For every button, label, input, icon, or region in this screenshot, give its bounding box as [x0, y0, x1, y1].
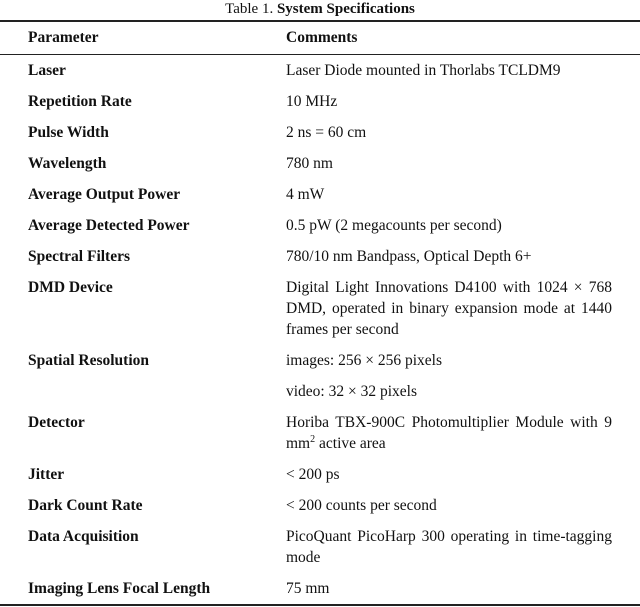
table-row — [0, 459, 640, 490]
table-row — [0, 86, 640, 117]
caption-title: System Specifications — [276, 1, 415, 17]
comment-cell: 0.5 pW (2 megacounts per second) — [286, 217, 502, 234]
comment-cell: video: 32 × 32 pixels — [286, 383, 418, 400]
comment-cell: PicoQuant PicoHarp 300 operating in time-tagging mode — [286, 528, 612, 566]
table-caption — [0, 0, 640, 20]
table-row — [0, 272, 640, 345]
table-row — [0, 117, 640, 148]
parameter-cell: Average Output Power — [28, 186, 181, 203]
comment-cell: 780 nm — [286, 155, 333, 172]
table-row — [0, 210, 640, 241]
table-row — [0, 241, 640, 272]
comment-cell — [286, 407, 640, 459]
comment-cell: < 200 ps — [286, 466, 340, 483]
comment-cell: images: 256 × 256 pixels — [286, 352, 442, 369]
caption-prefix: Table 1. — [225, 1, 274, 17]
comment-cell: 2 ns = 60 cm — [286, 124, 367, 141]
parameter-cell: Detector — [28, 414, 85, 431]
specifications-body — [0, 55, 640, 604]
table-row — [0, 490, 640, 521]
table-row — [0, 521, 640, 573]
table-row — [0, 345, 640, 376]
table-row — [0, 179, 640, 210]
parameter-cell: Data Acquisition — [28, 528, 139, 545]
parameter-cell: DMD Device — [28, 279, 113, 296]
comment-text: active area — [315, 435, 386, 452]
parameter-cell: Wavelength — [28, 155, 107, 172]
comment-cell: 780/10 nm Bandpass, Optical Depth 6+ — [286, 248, 532, 265]
comment-cell: 10 MHz — [286, 93, 338, 110]
table-header-row — [0, 22, 640, 54]
table-row — [0, 376, 640, 407]
parameter-cell: Pulse Width — [28, 124, 109, 141]
bottom-rule — [0, 604, 640, 606]
header-parameter: Parameter — [28, 29, 99, 46]
table-row — [0, 573, 640, 604]
parameter-cell — [0, 376, 286, 407]
specifications-table — [0, 22, 640, 54]
parameter-cell: Jitter — [28, 466, 65, 483]
parameter-cell: Dark Count Rate — [28, 497, 143, 514]
table-row — [0, 148, 640, 179]
parameter-cell: Average Detected Power — [28, 217, 190, 234]
comment-cell: 75 mm — [286, 580, 330, 597]
parameter-cell: Spectral Filters — [28, 248, 131, 265]
table-row — [0, 55, 640, 86]
header-comments: Comments — [286, 29, 358, 46]
comment-cell: Laser Diode mounted in Thorlabs TCLDM9 — [286, 62, 561, 79]
parameter-cell: Laser — [28, 62, 66, 79]
comment-cell: 4 mW — [286, 186, 325, 203]
comment-cell: < 200 counts per second — [286, 497, 437, 514]
comment-text: Horiba TBX-900C Photomultiplier Module with 9 mm — [286, 414, 612, 452]
table-row — [0, 407, 640, 459]
superscript: 2 — [310, 433, 316, 445]
parameter-cell: Imaging Lens Focal Length — [28, 580, 211, 597]
parameter-cell: Spatial Resolution — [28, 352, 150, 369]
comment-cell: Digital Light Innovations D4100 with 1024 × 768 DMD, operated in binary expansion mode at 1440 frames per second — [286, 279, 612, 338]
parameter-cell: Repetition Rate — [28, 93, 132, 110]
